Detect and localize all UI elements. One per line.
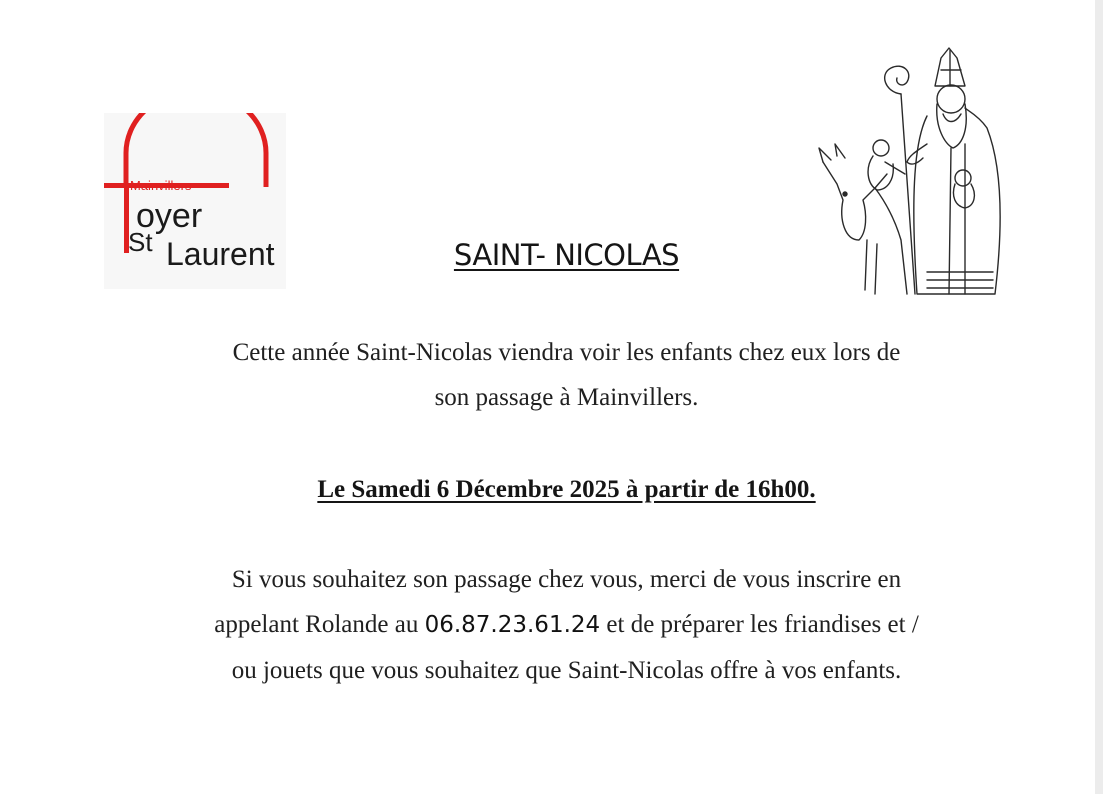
page-title: SAINT- NICOLAS: [453, 238, 680, 272]
signup-line-1: Si vous souhaitez son passage chez vous, merci de vous inscrire en: [231, 566, 902, 593]
signup-line-2-after: et de préparer les friandises et /: [600, 611, 919, 638]
donkey-head: [823, 162, 887, 240]
intro-line-1: Cette année Saint-Nicolas viendra voir les enfants chez eux lors de: [232, 339, 901, 366]
signup-line-3: ou jouets que vous souhaitez que Saint-Nicolas offre à vos enfants.: [231, 657, 902, 684]
crozier-crook: [885, 66, 909, 94]
beard: [937, 104, 967, 148]
logo-word-st: St: [128, 227, 153, 257]
phone-number: 06.87.23.61.24: [424, 612, 601, 638]
logo-mainvillers: Mainvillers: [130, 178, 192, 193]
event-date: Le Samedi 6 Décembre 2025 à partir de 16h00.: [317, 476, 816, 503]
logo-word-oyer: oyer: [136, 197, 203, 235]
intro-line-2: son passage à Mainvillers.: [434, 384, 699, 411]
logo-arch: [126, 113, 266, 187]
signup-paragraph: [130, 557, 1003, 693]
signup-line-2: [130, 602, 1003, 648]
logo-word-laurent: Laurent: [166, 236, 275, 272]
intro-paragraph: [130, 330, 1003, 420]
page-edge: [1095, 0, 1103, 794]
signup-line-2-before: appelant Rolande au: [214, 611, 425, 638]
